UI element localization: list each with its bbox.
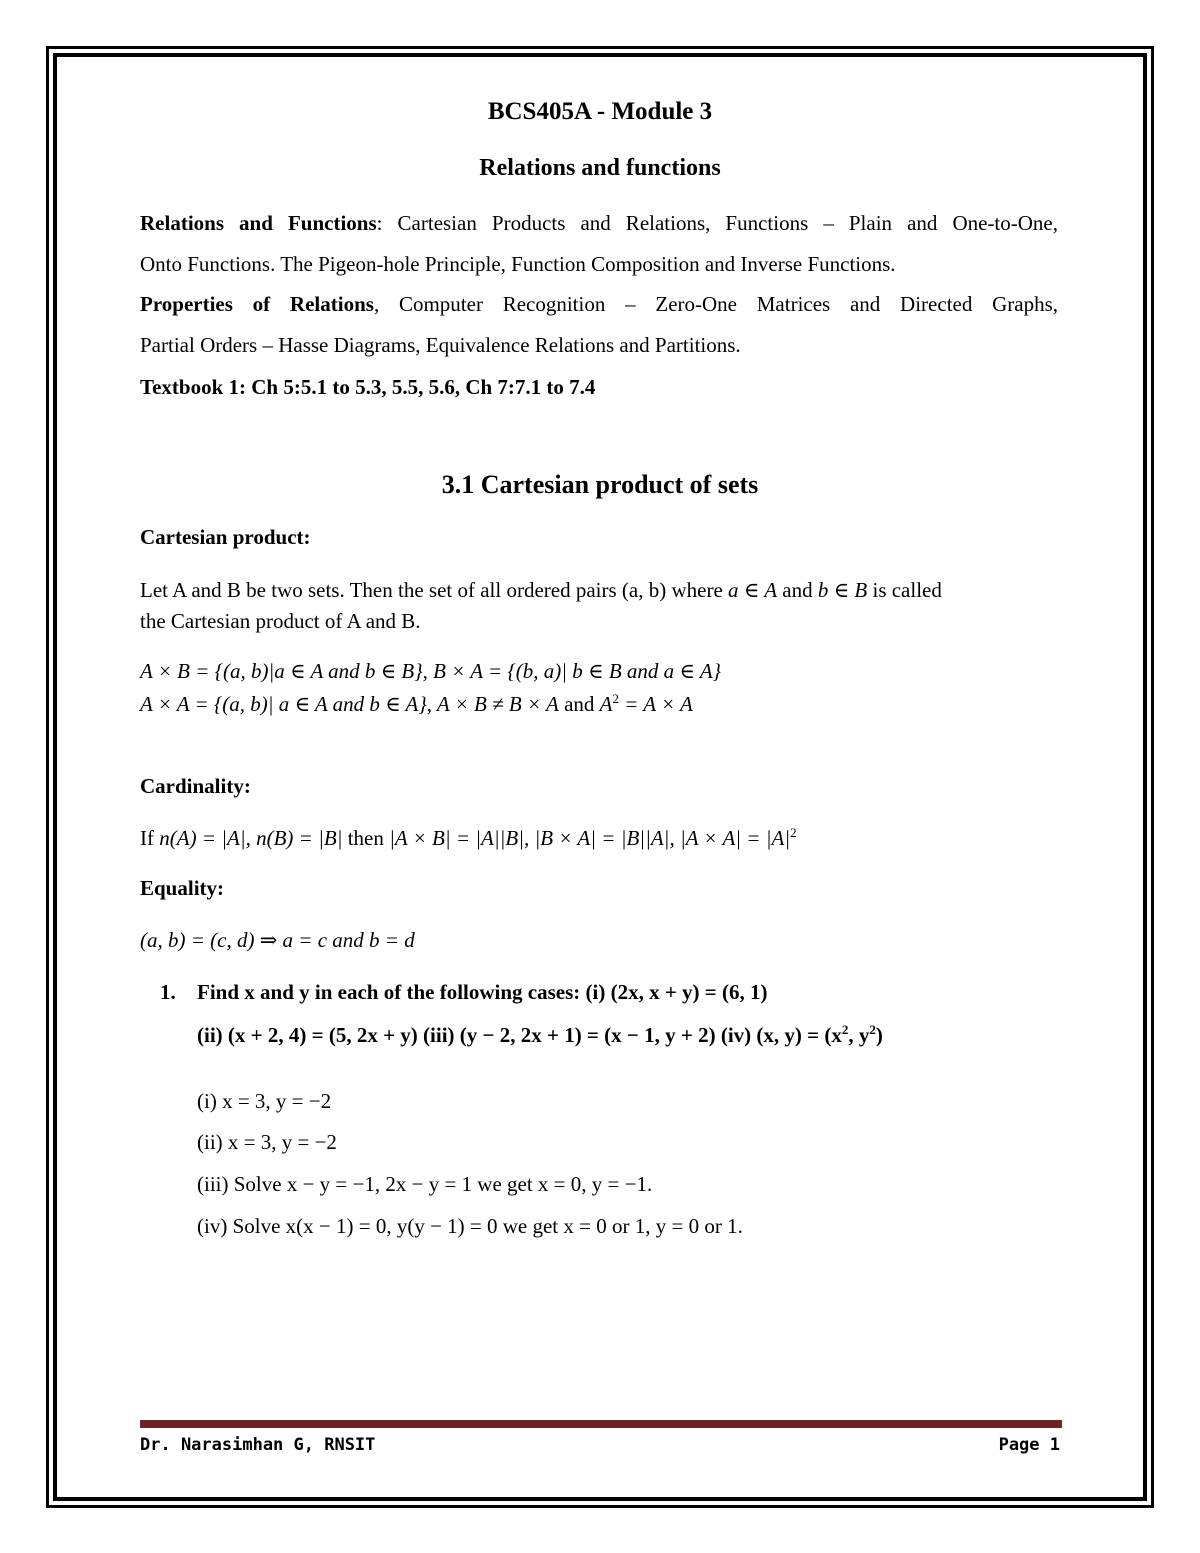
superscript: 2 xyxy=(790,825,797,840)
question-line-1: Find x and y in each of the following cases: (i) (2x, x + y) = (6, 1) xyxy=(197,980,768,1004)
question-line-2 xyxy=(197,1022,883,1048)
definition-text: and xyxy=(777,578,818,602)
formula-text: then xyxy=(342,826,390,850)
answer-i: (i) x = 3, y = −2 xyxy=(197,1089,332,1113)
cartesian-product-heading: Cartesian product: xyxy=(140,525,311,549)
cardinality-heading: Cardinality: xyxy=(140,774,251,798)
answer-ii: (ii) x = 3, y = −2 xyxy=(197,1130,337,1154)
formula-cartesian-products: A × B = {(a, b)|a ∈ A and b ∈ B}, B × A = {(b, a)| b ∈ B and a ∈ A} xyxy=(140,659,722,683)
superscript: 2 xyxy=(612,691,619,706)
equality-formula: (a, b) = (c, d) ⇒ a = c and b = d xyxy=(140,928,415,952)
definition-line-2: the Cartesian product of A and B. xyxy=(140,609,421,633)
math-inline: = A × A xyxy=(618,692,693,716)
document-subtitle: Relations and functions xyxy=(479,155,721,181)
math-inline: A xyxy=(599,692,613,716)
question-text: ) xyxy=(875,1023,883,1047)
footer-page-number: Page 1 xyxy=(998,1435,1060,1455)
syllabus-paragraph-1-line-1 xyxy=(140,211,1058,236)
footer-author: Dr. Narasimhan G, RNSIT xyxy=(140,1435,376,1455)
answer-iii: (iii) Solve x − y = −1, 2x − y = 1 we get x = 0, y = −1. xyxy=(197,1172,653,1196)
syllabus-label-properties: Properties of Relations xyxy=(140,292,374,316)
footer-divider xyxy=(140,1420,1062,1428)
math-inline: n(A) = |A|, n(B) = |B| xyxy=(159,826,343,850)
definition-text: is called xyxy=(867,578,942,602)
math-inline: |A × B| = |A||B|, |B × A| = |B||A|, |A × A| = |A| xyxy=(389,826,791,850)
definition-text: Let A and B be two sets. Then the set of all ordered pairs (a, b) where xyxy=(140,578,729,602)
formula-text: If xyxy=(140,826,160,850)
definition-line-1 xyxy=(140,578,942,603)
syllabus-paragraph-1-line-2: Onto Functions. The Pigeon-hole Principle, Function Composition and Inverse Functions. xyxy=(140,252,896,276)
question-number: 1. xyxy=(160,980,176,1004)
syllabus-text: , Computer Recognition – Zero-One Matrices and Directed Graphs, xyxy=(373,292,1059,316)
formula-text: and xyxy=(558,692,600,716)
section-title: 3.1 Cartesian product of sets xyxy=(441,470,759,499)
question-text: (ii) (x + 2, 4) = (5, 2x + y) (iii) (y − 2, 2x + 1) = (x − 1, y + 2) (iv) (x, y) = (x xyxy=(197,1023,842,1047)
math-inline: A × A = {(a, b)| a ∈ A and b ∈ A}, A × B ≠ B × A xyxy=(140,692,559,716)
syllabus-text: : Cartesian Products and Relations, Functions – Plain and One-to-One, xyxy=(376,211,1058,235)
question-text: , y xyxy=(848,1023,870,1047)
textbook-reference: Textbook 1: Ch 5:5.1 to 5.3, 5.5, 5.6, Ch 7:7.1 to 7.4 xyxy=(140,375,596,399)
math-inline: a ∈ A xyxy=(728,578,778,602)
superscript: 2 xyxy=(841,1022,849,1037)
equality-heading: Equality: xyxy=(140,876,225,900)
cardinality-formula xyxy=(140,825,797,851)
formula-self-product xyxy=(140,691,693,717)
syllabus-label-relations-functions: Relations and Functions xyxy=(140,211,377,235)
syllabus-paragraph-2-line-1 xyxy=(140,292,1058,317)
answer-iv: (iv) Solve x(x − 1) = 0, y(y − 1) = 0 we get x = 0 or 1, y = 0 or 1. xyxy=(197,1214,743,1238)
syllabus-paragraph-2-line-2: Partial Orders – Hasse Diagrams, Equivalence Relations and Partitions. xyxy=(140,333,741,357)
math-inline: b ∈ B xyxy=(817,578,868,602)
document-title: BCS405A - Module 3 xyxy=(487,98,713,125)
superscript: 2 xyxy=(869,1022,876,1037)
